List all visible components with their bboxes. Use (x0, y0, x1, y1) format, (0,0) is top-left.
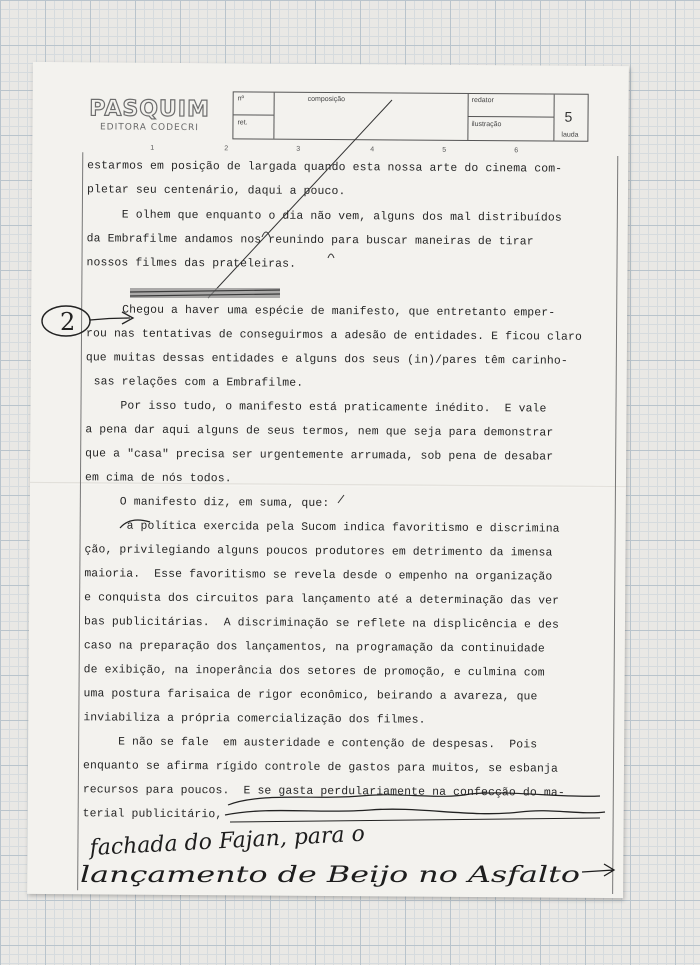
text-line: pletar seu centenário, daqui a pouco. (86, 184, 346, 199)
note-arrow-icon (582, 864, 614, 876)
handwritten-note-line-1: fachada do Fajan, para o (89, 821, 366, 861)
text-line: a política exercida pela Sucom indica favoritismo e discrimina (84, 520, 560, 536)
margin-arrow-icon (90, 312, 133, 324)
text-line: em cima de nós todos. (84, 472, 232, 486)
text-line: Por isso tudo, o manifesto está praticamente inédito. E vale (85, 400, 547, 416)
text-line: caso na preparação dos lançamentos, na programação da continuidade (83, 640, 545, 656)
text-line: da Embrafilme andamos nos reunindo para buscar maneiras de tirar (86, 233, 534, 249)
text-line: terial publicitário, (82, 808, 223, 822)
text-line: bas publicitárias. A discriminação se reflete na displicência e des (83, 616, 560, 632)
paragraph-mark (120, 520, 150, 528)
field-no-label: nº (237, 95, 245, 103)
text-line: maioria. Esse favoritismo se revela desde o empenho na organização (84, 568, 553, 584)
text-line: que a "casa" precisa ser urgentemente arrumada, sob pena de desabar (85, 448, 554, 464)
text-line: e conquista dos circuitos para lançamento até a determinação das ver (84, 592, 560, 608)
text-line: nossos filmes das prateleiras. (86, 257, 297, 271)
scribble-strikeout (228, 793, 600, 805)
text-line: rou nas tentativas de conseguirmos a adesão de entidades. E ficou claro (85, 328, 583, 344)
field-ilustracao-label: ilustração (471, 120, 502, 129)
diagonal-pen-stroke (208, 100, 392, 298)
text-line: inviabiliza a própria comercialização dos filmes. (83, 712, 426, 727)
handwritten-note-line-2: lançamento de Beijo no Asfalto (80, 863, 580, 888)
column-number: 1 (150, 144, 155, 152)
logo-subtitle: EDITORA CODECRI (99, 122, 199, 134)
column-number: 5 (442, 146, 447, 154)
field-redator-label: redator (471, 96, 494, 105)
text-line: uma postura farisaica de rigor econômico, beirando a avareza, que (83, 688, 538, 704)
redacted-line (130, 288, 280, 298)
text-line: estarmos em posição de largada quando esta nossa arte do cinema com- (87, 160, 563, 176)
text-line: ção, privilegiando alguns poucos produtores em detrimento da imensa (84, 544, 553, 560)
column-number: 3 (296, 145, 301, 153)
text-line: E olhem que enquanto o dia não vem, alguns dos mal distribuídos (86, 209, 562, 225)
text-line: sas relações com a Embrafilme. (93, 376, 304, 390)
lauda-number: 5 (564, 108, 573, 125)
field-composicao-label: composição (307, 95, 346, 104)
lauda-label: lauda (561, 131, 579, 139)
correction-mark (328, 254, 334, 258)
text-line: a pena dar aqui alguns de seus termos, nem que seja para demonstrar (85, 424, 554, 440)
column-number: 4 (370, 146, 375, 154)
field-ret-label: ret. (237, 119, 248, 127)
logo-title: PASQUIM (89, 96, 210, 123)
column-number: 2 (224, 145, 229, 153)
text-line: de exibição, na inoperância dos setores de promoção, e culmina com (83, 664, 545, 680)
text-line: E não se fale em austeridade e contenção de despesas. Pois (83, 736, 538, 752)
text-line: recursos para poucos. E se gasta perdulariamente na confecção do ma- (82, 784, 565, 800)
margin-number: 2 (60, 308, 76, 336)
column-number: 6 (514, 147, 519, 155)
correction-mark (338, 495, 344, 503)
scribble-strikeout (225, 809, 605, 815)
text-line: Chegou a haver uma espécie de manifesto, que entretanto emper- (122, 304, 556, 320)
text-line: que muitas dessas entidades e alguns dos seus (in)/pares têm carinho- (85, 352, 568, 368)
text-line: O manifesto diz, em suma, que: (84, 496, 330, 511)
text-line: enquanto se afirma rígido controle de gastos para muitos, se esbanja (82, 760, 559, 776)
scribble-strikeout (230, 818, 600, 822)
